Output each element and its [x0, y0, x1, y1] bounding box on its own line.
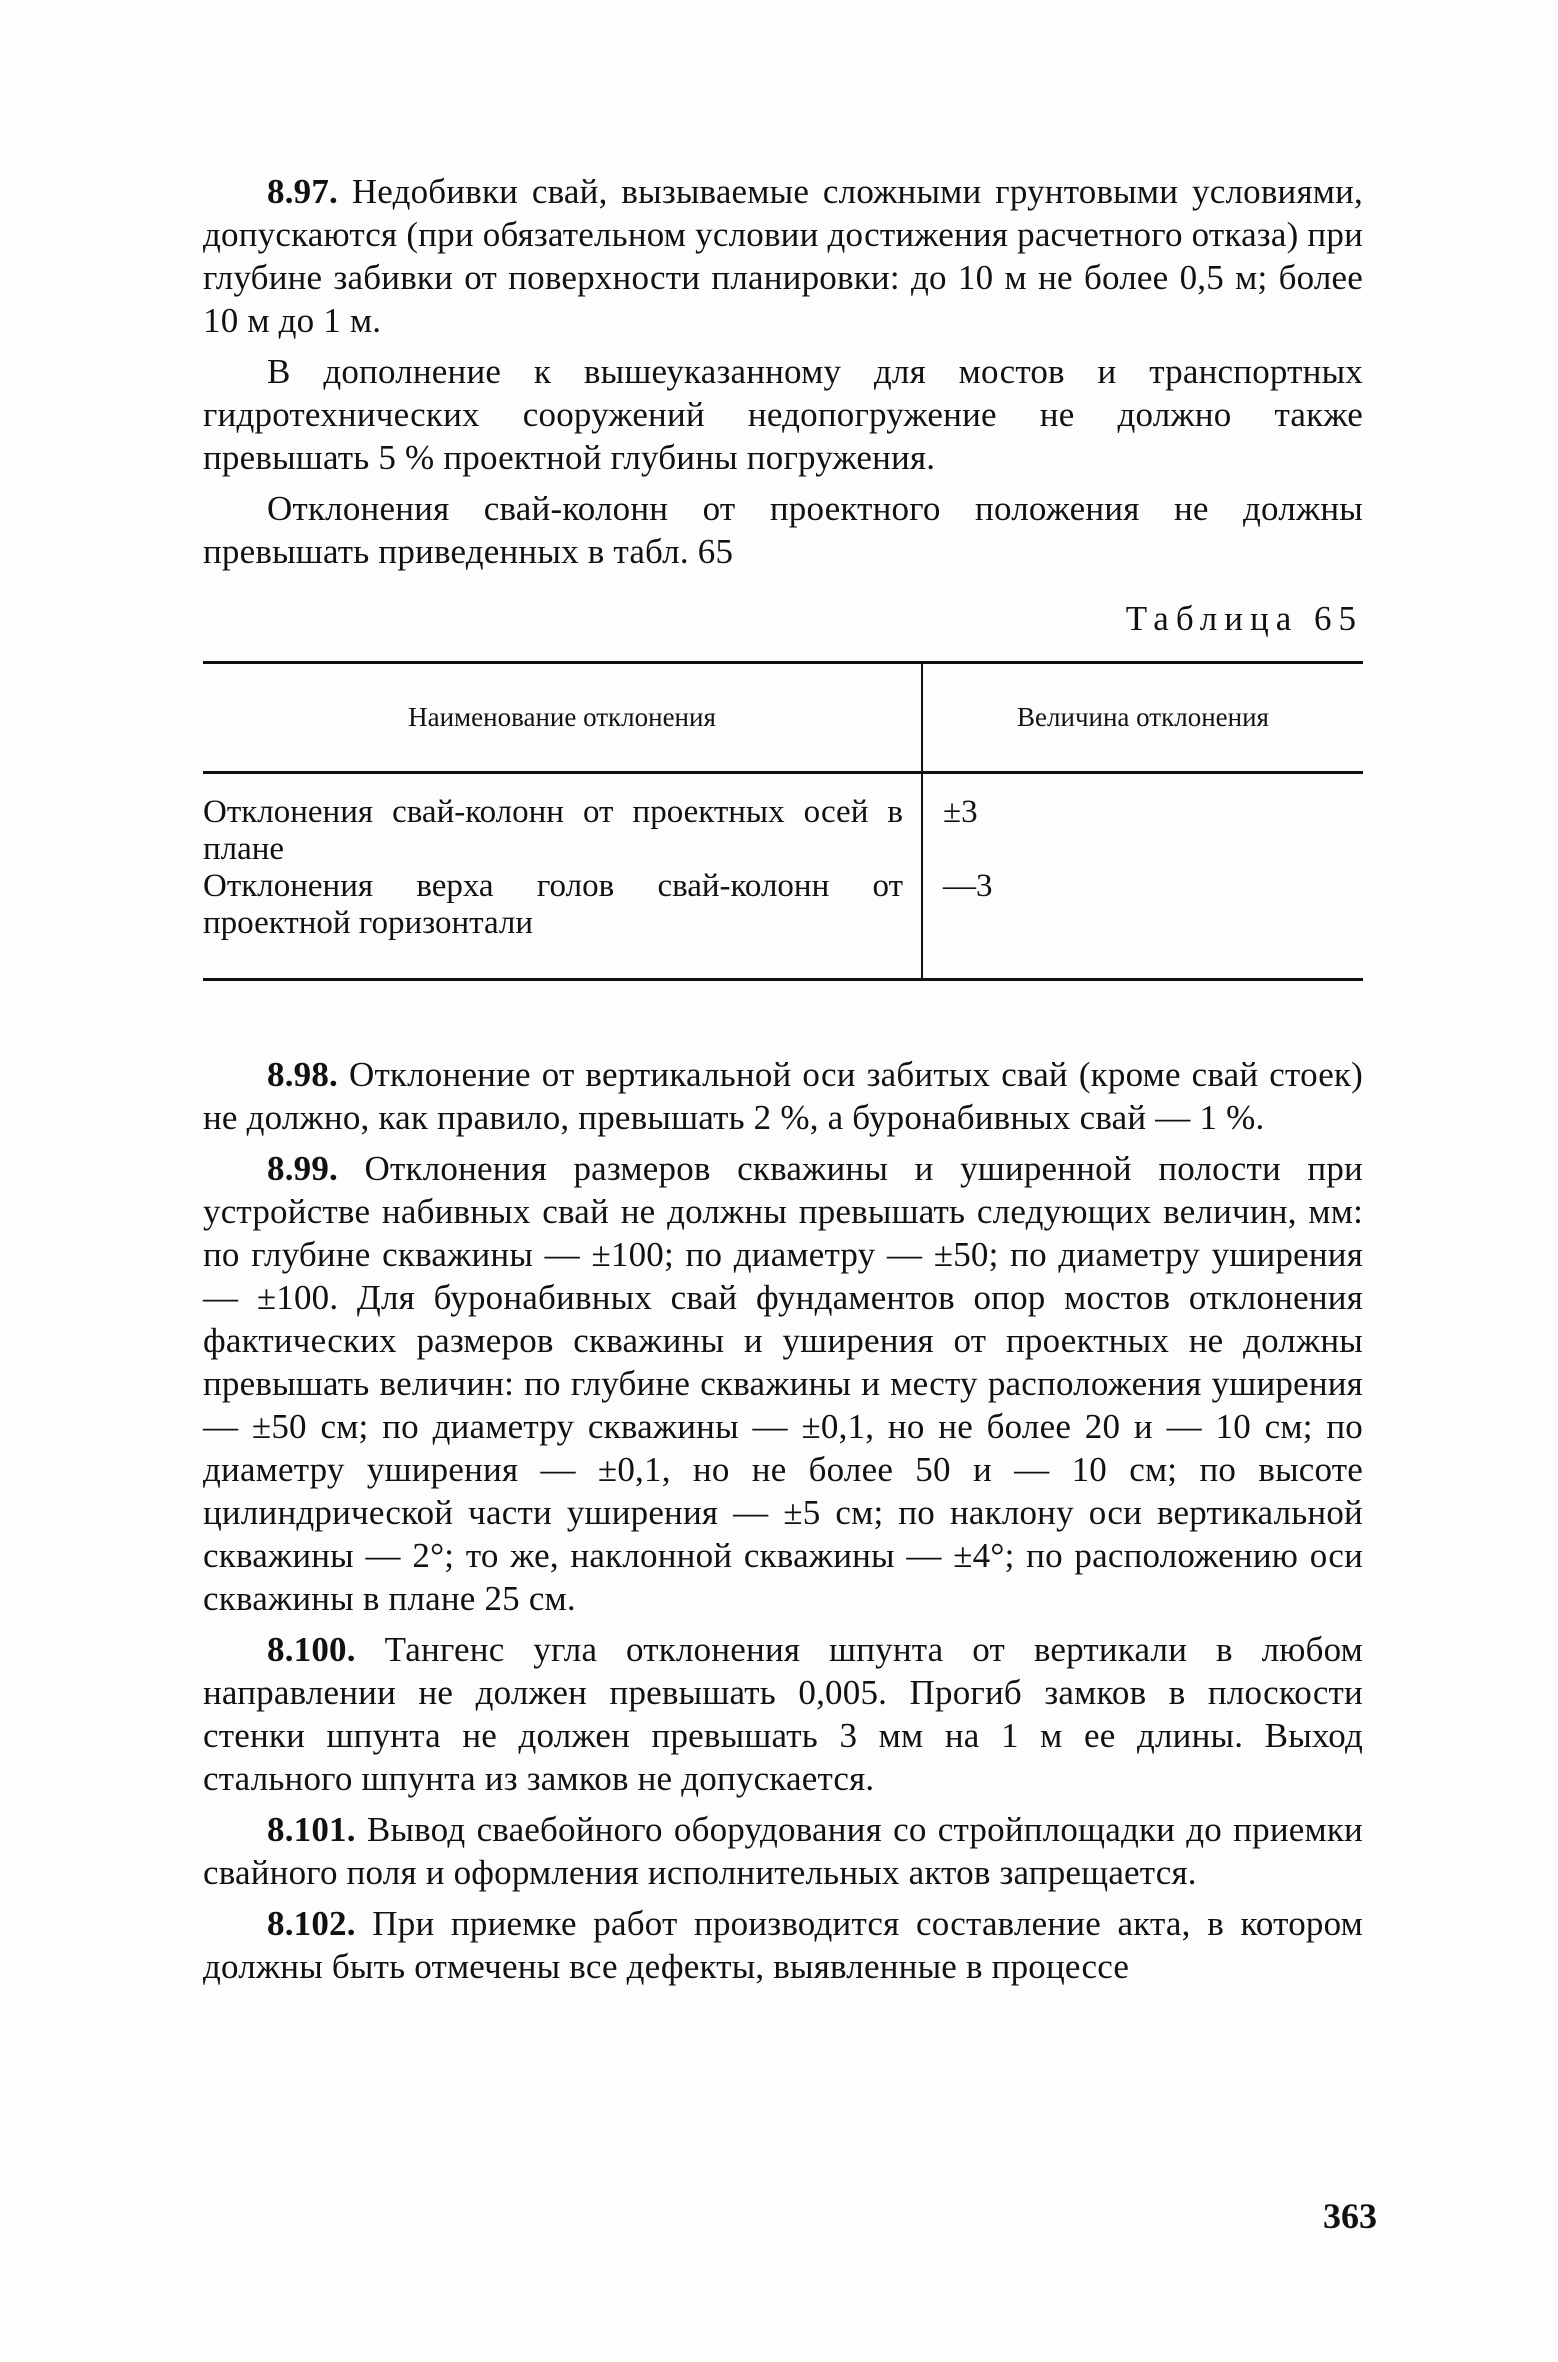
- paragraph-8-99: [203, 1147, 1363, 1620]
- header-deviation-name: Наименование отклонения: [203, 663, 922, 773]
- paragraph-text: Недобивки свай, вызываемые сложными грунтовыми условиями, допускаются (при обязательном условии достижения расчетного отказа) при глубине забивки от поверхности планировки: до 10 м не более 0,5 м; более 10 м до 1 м.: [203, 172, 1363, 340]
- table-row: [203, 868, 1363, 980]
- paragraph-text: При приемке работ производится составление акта, в котором должны быть отмечены все дефекты, выявленные в процессе: [203, 1904, 1363, 1986]
- paragraph-8-102: [203, 1902, 1363, 1988]
- table-caption: Таблица 65: [1125, 599, 1363, 638]
- deviation-table: [203, 661, 1363, 981]
- clause-number: 8.99.: [267, 1149, 338, 1188]
- paragraph-8-100: [203, 1628, 1363, 1800]
- row-deviation-value: ±3: [943, 794, 978, 830]
- clause-number: 8.101.: [267, 1810, 356, 1849]
- paragraph-text: Отклонения свай-колонн от проектного положения не должны превышать приведенных в табл. 65: [203, 489, 1363, 571]
- page-number: 363: [1323, 2196, 1377, 2236]
- clause-number: 8.98.: [267, 1055, 338, 1094]
- paragraph-8-98: [203, 1053, 1363, 1139]
- paragraphs-after-table: [203, 1053, 1363, 1988]
- clause-number: 8.97.: [267, 172, 338, 211]
- paragraph-8-97: [203, 170, 1363, 342]
- paragraph-text: Тангенс угла отклонения шпунта от вертикали в любом направлении не должен превышать 0,005. Прогиб замков в плоскости стенки шпунта не должен превышать 3 мм на 1 м ее длины. Выход стального шпунта из замков не допускается.: [203, 1630, 1363, 1798]
- paragraph-addition: [203, 350, 1363, 479]
- clause-number: 8.100.: [267, 1630, 356, 1669]
- paragraph-8-101: [203, 1808, 1363, 1894]
- paragraph-text: В дополнение к вышеуказанному для мостов и транспортных гидротехнических сооружений недопогружение не должно также превышать 5 % проектной глубины погружения.: [203, 352, 1363, 477]
- clause-number: 8.102.: [267, 1904, 356, 1943]
- row-deviation-name: Отклонения верха голов свай-колонн от проектной горизонтали: [203, 868, 922, 980]
- table-header-row: [203, 663, 1363, 773]
- paragraph-table-reference: [203, 487, 1363, 573]
- paragraph-text: Отклонение от вертикальной оси забитых свай (кроме свай стоек) не должно, как правило, превышать 2 %, а буронабивных свай — 1 %.: [203, 1055, 1363, 1137]
- row-deviation-name: Отклонения свай-колонн от проектных осей в плане: [203, 773, 922, 869]
- table-row: [203, 773, 1363, 869]
- header-deviation-value: Величина отклонения: [922, 663, 1363, 773]
- paragraph-text: Вывод сваебойного оборудования со стройплощадки до приемки свайного поля и оформления исполнительных актов запрещается.: [203, 1810, 1363, 1892]
- row-deviation-value: —3: [943, 868, 993, 904]
- paragraph-text: Отклонения размеров скважины и уширенной полости при устройстве набивных свай не должны превышать следующих величин, мм: по глубине скважины — ±100; по диаметру — ±50; по диаметру уширения — ±100. Для буронабивных свай фундаментов опор мостов отклонения фактических размеров скважины и уширения от проектных не должны превышать величин: по глубине скважины и месту расположения уширения — ±50 см; по диаметру скважины — ±0,1, но не более 20 и — 10 см; по диаметру уширения — ±0,1, но не более 50 и — 10 см; по высоте цилиндрической части уширения — ±5 см; по наклону оси вертикальной скважины — 2°; то же, наклонной скважины — ±4°; по расположению оси скважины в плане 25 см.: [203, 1149, 1363, 1618]
